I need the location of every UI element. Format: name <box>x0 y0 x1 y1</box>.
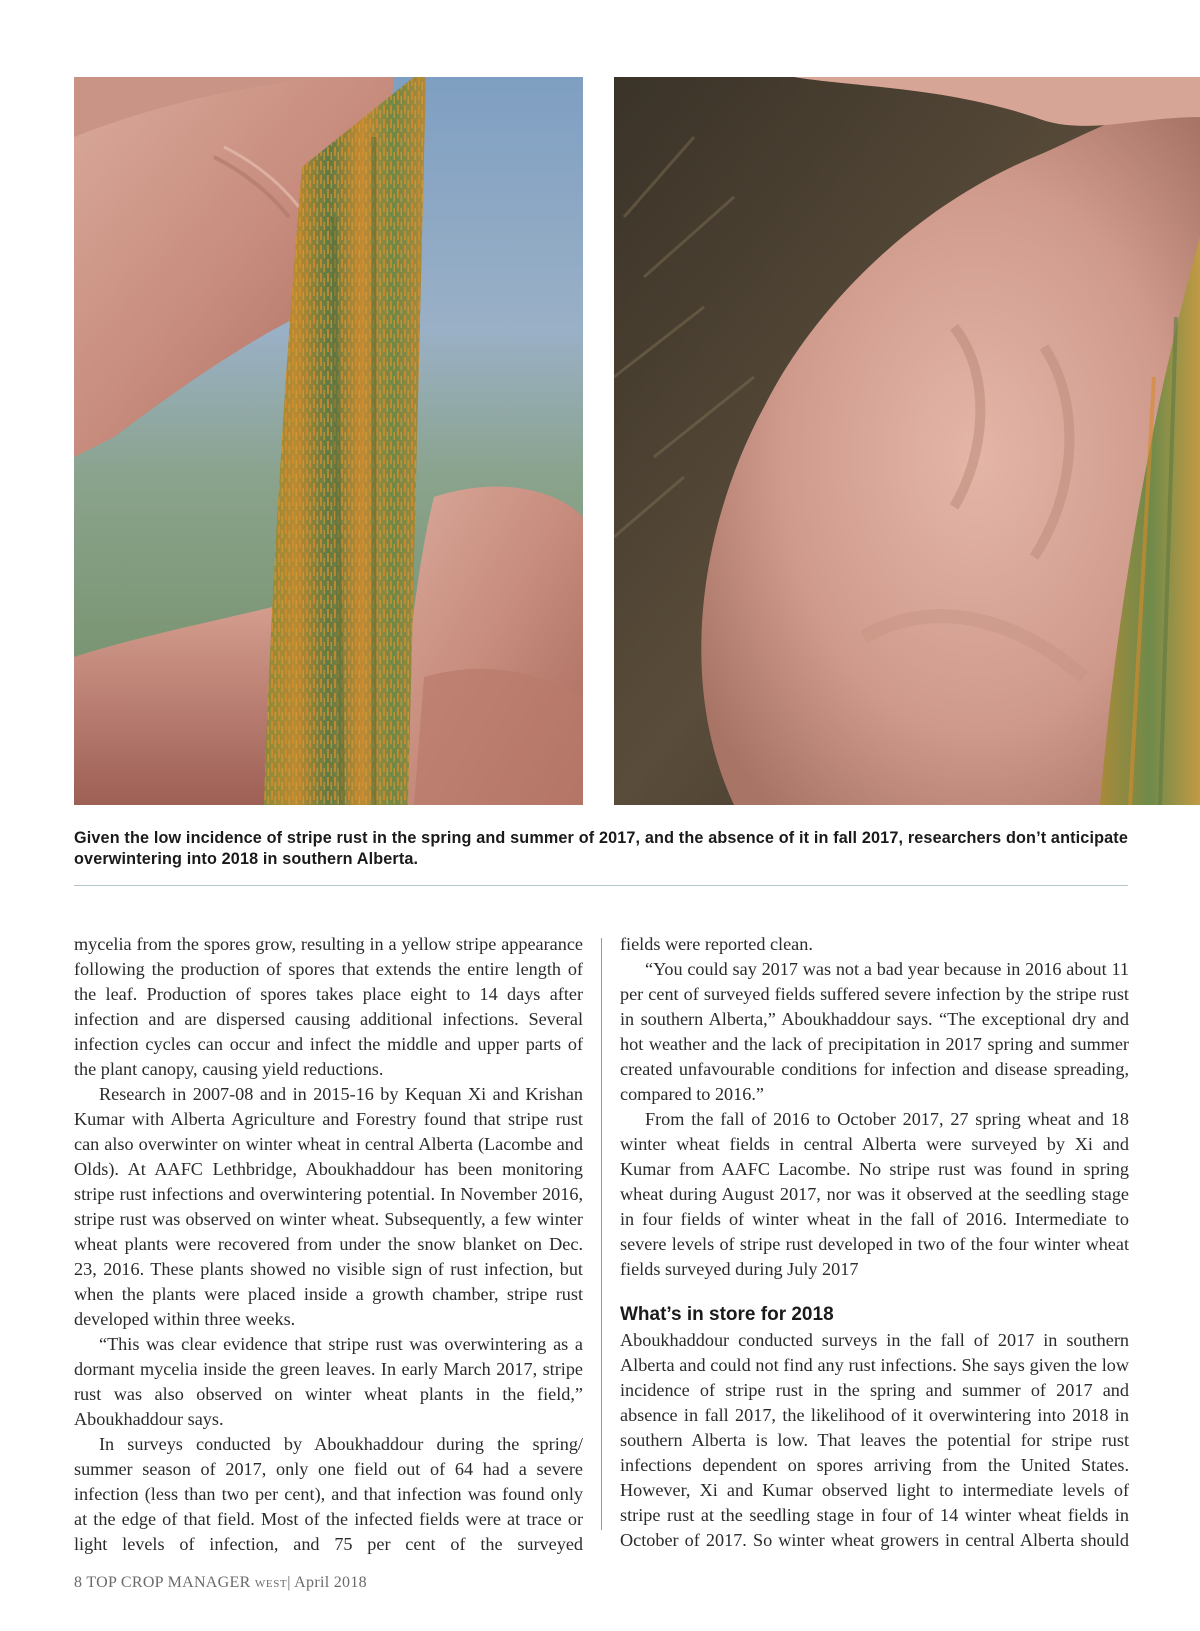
caption-divider <box>74 885 1128 886</box>
article-column-right <box>620 932 1129 1562</box>
paragraph: In surveys conducted by Aboukhaddour during the spring/ summer season of 2017, only one field out of 64 had a severe infection (less than two per cent), and that infection was found only at the edge of that field. Most of the infected fields were at trace or light levels of infection, and 75 per cent of the surveyed <box>74 1434 583 1554</box>
photo-caption: Given the low incidence of stripe rust in the spring and summer of 2017, and the absence of it in fall 2017, researchers don’t anticipate overwintering into 2018 in southern Alberta. <box>74 829 1128 868</box>
hand-holding-leaf-photo <box>614 77 1200 805</box>
stripe-rust-leaf-image <box>74 77 583 805</box>
page-number: 8 <box>74 1574 83 1591</box>
stripe-rust-leaf-photo <box>74 77 583 805</box>
paragraph: Research in 2007-08 and in 2015-16 by Kequan Xi and Krishan Kumar with Alberta Agriculture and Forestry found that stripe rust can also overwinter on winter wheat in central Alberta (Lacombe and Olds). At AAFC Lethbridge, Aboukhaddour has been monitoring stripe rust infections and overwintering potential. In November 2016, stripe rust was observed on winter wheat. Subsequently, a few winter wheat plants were recovered from under the snow blanket on Dec. 23, 2016. These plants showed no visible sign of rust infection, but when the plants were placed inside a growth chamber, stripe rust developed within three weeks. <box>74 1084 583 1329</box>
article-column-left <box>74 932 583 1562</box>
paragraph: “You could say 2017 was not a bad year because in 2016 about 11 per cent of surveyed fields suffered severe infection by the stripe rust in southern Alberta,” Aboukhaddour says. “The exceptional dry and hot weather and the lack of precipitation in 2017 spring and summer created unfavourable conditions for infection and disease spreading, compared to 2016.” <box>620 959 1129 1104</box>
paragraph: From the fall of 2016 to October 2017, 27 spring wheat and 18 winter wheat fields in central Alberta were surveyed by Xi and Kumar from AAFC Lacombe. No stripe rust was found in spring wheat during August 2017, nor was it observed at the seedling stage in four fields of winter wheat in the fall of 2016. Intermediate to severe levels of stripe rust developed in two of the four winter wheat fields surveyed during July 2017 <box>620 1109 1129 1279</box>
section-heading: What’s in store for 2018 <box>620 1304 834 1325</box>
publication-edition: WEST <box>254 1578 288 1590</box>
hand-holding-leaf-image <box>614 77 1200 805</box>
issue-date: April 2018 <box>294 1574 367 1591</box>
publication-name: TOP CROP MANAGER <box>86 1574 251 1591</box>
page-footer <box>74 1572 367 1595</box>
paragraph: Aboukhaddour conducted surveys in the fall of 2017 in southern Alberta and could not find any rust infections. She says given the low incidence of stripe rust in the spring and summer of 2017 and absence in fall 2017, the likelihood of it overwintering into 2018 in southern Alberta is low. That leaves the potential for stripe rust infections dependent on spores arriving from the United States. However, Xi and Kumar observed light to intermediate levels of stripe rust at the seedling stage in four of 14 winter wheat fields in October of 2017. So winter wheat growers in central Alberta should <box>620 1330 1129 1550</box>
paragraph: “This was clear evidence that stripe rust was overwintering as a dormant mycelia inside the green leaves. In early March 2017, stripe rust was also observed on winter wheat plants in the field,” Aboukhaddour says. <box>74 1334 583 1429</box>
column-divider <box>601 938 602 1530</box>
footer-separator: | <box>287 1574 291 1591</box>
paragraph: mycelia from the spores grow, resulting in a yellow stripe appearance following the production of spores that extends the entire length of the leaf. Production of spores takes place eight to 14 days after infection and are dispersed causing additional infections. Several infection cycles can occur and infect the middle and upper parts of the plant canopy, causing yield reductions. <box>74 934 583 1079</box>
paragraph: fields were reported clean. <box>620 934 813 954</box>
